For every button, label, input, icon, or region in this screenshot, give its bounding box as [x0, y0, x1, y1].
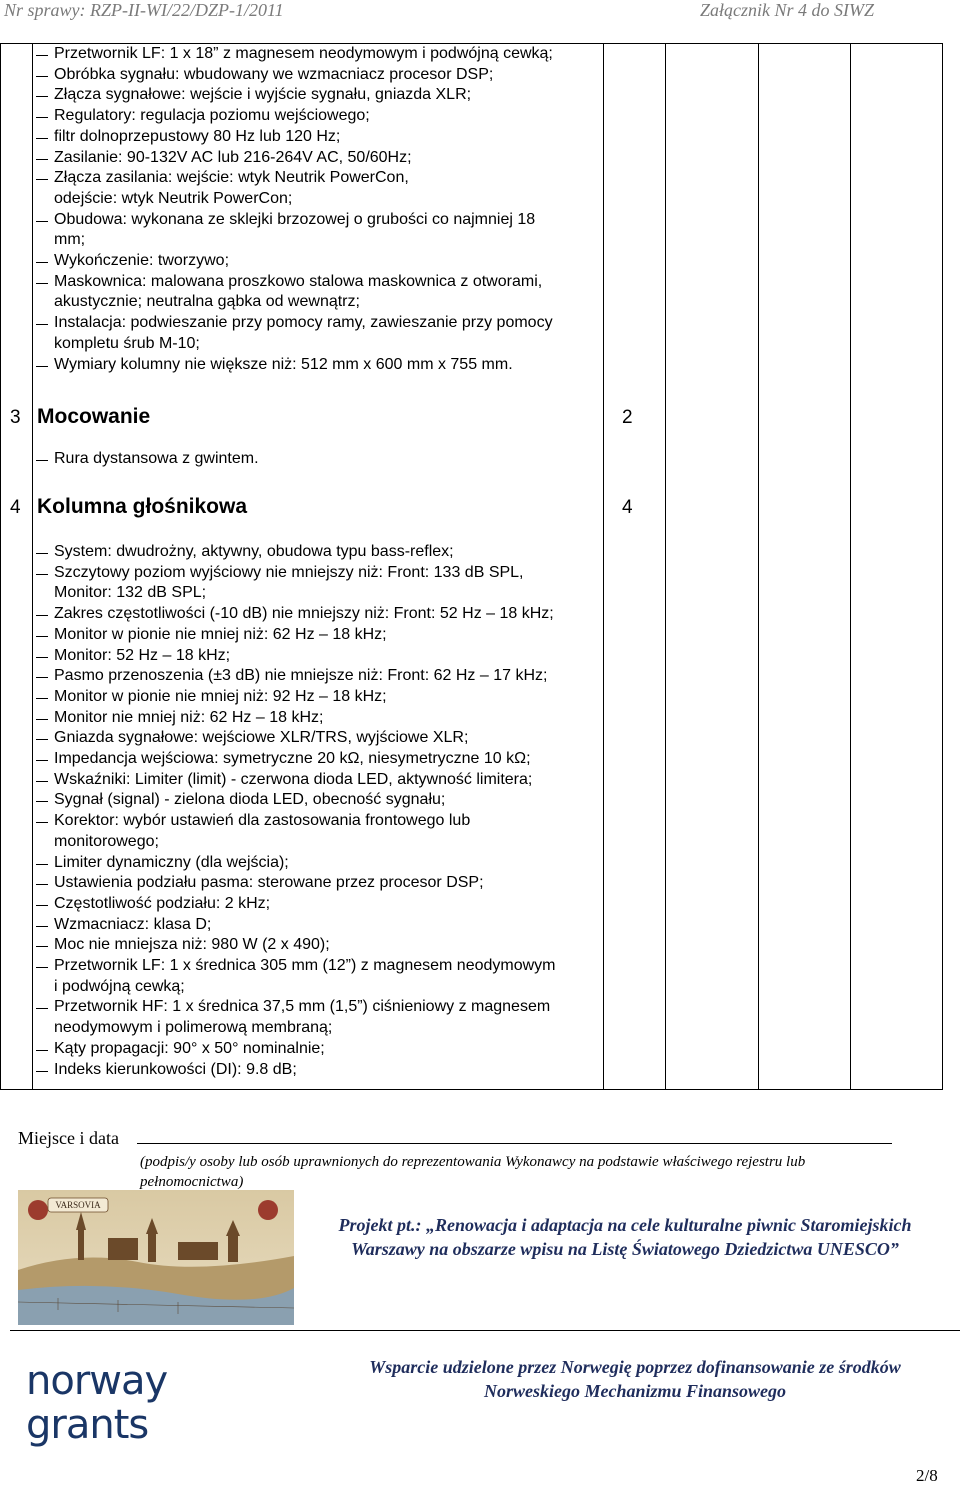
project-title	[300, 1213, 950, 1261]
funding-statement-line: Wsparcie udzielone przez Norwegię poprzez dofinansowanie ze środków	[369, 1357, 901, 1377]
bullet-dash	[36, 553, 48, 554]
header-case-number: Nr sprawy: RZP-II-WI/22/DZP-1/2011	[4, 0, 284, 20]
bullet-dash	[36, 1008, 48, 1009]
spec-line: Monitor w pionie nie mniej niż: 92 Hz – 18 kHz;	[54, 687, 387, 705]
logo-word-norway: norway	[26, 1358, 168, 1404]
bullet-dash	[36, 324, 48, 325]
bullet-dash	[36, 460, 48, 461]
place-date-label: Miejsce i data	[18, 1128, 119, 1148]
bullet-dash	[36, 179, 48, 180]
bullet-dash	[36, 96, 48, 97]
spec-line: Monitor w pionie nie mniej niż: 62 Hz – 18 kHz;	[54, 625, 387, 643]
bullet-dash	[36, 946, 48, 947]
bullet-dash	[36, 1071, 48, 1072]
bullet-dash	[36, 138, 48, 139]
footer-separator	[10, 1330, 960, 1331]
bullet-dash	[36, 221, 48, 222]
bullet-dash	[36, 677, 48, 678]
bullet-dash	[36, 967, 48, 968]
bullet-dash	[36, 117, 48, 118]
spec-line: Gniazda sygnałowe: wejściowe XLR/TRS, wyjściowe XLR;	[54, 729, 469, 747]
spec-line: Instalacja: podwieszanie przy pomocy ramy, zawieszanie przy pomocy	[54, 314, 553, 332]
logo-word-grants: grants	[26, 1402, 149, 1448]
spec-line: Przetwornik LF: 1 x średnica 305 mm (12”) z magnesem neodymowym	[54, 957, 556, 974]
bullet-dash	[36, 574, 48, 575]
spec-line: Zakres częstotliwości (-10 dB) nie mniejszy niż: Front: 52 Hz – 18 kHz;	[54, 605, 554, 623]
spec-line: neodymowym i polimerową membraną;	[54, 1019, 333, 1037]
spec-line: Wskaźniki: Limiter (limit) - czerwona dioda LED, aktywność limitera;	[54, 770, 533, 788]
spec-line: odejście: wtyk Neutrik PowerCon;	[54, 189, 293, 207]
bullet-dash	[36, 615, 48, 616]
section-title-speaker-column: Kolumna głośnikowa	[37, 495, 248, 518]
spec-line: Regulatory: regulacja poziomu wejściowego;	[54, 107, 370, 125]
spec-line: Pasmo przenoszenia (±3 dB) nie mniejsze niż: Front: 62 Hz – 17 kHz;	[54, 667, 548, 685]
spec-line: Złącza zasilania: wejście: wtyk Neutrik PowerCon,	[54, 169, 409, 187]
spec-line: Impedancja wejściowa: symetryczne 20 kΩ, niesymetryczne 10 kΩ;	[54, 750, 531, 767]
bullet-dash	[36, 636, 48, 637]
column-divider	[665, 43, 666, 1089]
bullet-dash	[36, 822, 48, 823]
spec-line: Przetwornik LF: 1 x 18” z magnesem neodymowym i podwójną cewką;	[54, 45, 553, 62]
warsaw-panorama-image	[18, 1190, 294, 1325]
spec-line: Moc nie mniejsza niż: 980 W (2 x 490);	[54, 936, 330, 954]
spec-line: Obudowa: wykonana ze sklejki brzozowej o grubości co najmniej 18	[54, 210, 536, 228]
page-number: 2/8	[916, 1466, 938, 1485]
project-title-line: Projekt pt.: „Renowacja i adaptacja na cele kulturalne piwnic Staromiejskich	[338, 1215, 912, 1235]
bullet-dash	[36, 739, 48, 740]
spec-line: Szczytowy poziom wyjściowy nie mniejszy niż: Front: 133 dB SPL,	[54, 563, 524, 581]
spec-line: System: dwudrożny, aktywny, obudowa typu bass-reflex;	[54, 543, 454, 560]
norway-grants-logo	[24, 1352, 224, 1452]
spec-line: Wymiary kolumny nie większe niż: 512 mm x 600 mm x 755 mm.	[54, 355, 513, 373]
map-caption: VARSOVIA	[55, 1200, 101, 1210]
bullet-dash	[36, 76, 48, 77]
spec-line: Zasilanie: 90-132V AC lub 216-264V AC, 50/60Hz;	[54, 148, 412, 166]
bullet-dash	[36, 283, 48, 284]
bullet-dash	[36, 905, 48, 906]
spec-line: Limiter dynamiczny (dla wejścia);	[54, 853, 289, 871]
bullet-dash	[36, 719, 48, 720]
spec-line: Częstotliwość podziału: 2 kHz;	[54, 894, 271, 912]
signature-line	[137, 1143, 892, 1144]
row-number: 4	[10, 497, 21, 518]
spec-line: Maskownica: malowana proszkowo stalowa maskownica z otworami,	[54, 272, 543, 290]
bullet-dash	[36, 262, 48, 263]
spec-line: Wzmacniacz: klasa D;	[54, 915, 212, 933]
spec-line: filtr dolnoprzepustowy 80 Hz lub 120 Hz;	[54, 127, 341, 145]
bullet-dash	[36, 1050, 48, 1051]
signature-note: (podpis/y osoby lub osób uprawnionych do reprezentowania Wykonawcy na podstawie właściwego rejestru lub pełnomocnictwa)	[140, 1154, 806, 1190]
header-attachment-label: Załącznik Nr 4 do SIWZ	[700, 0, 875, 20]
spec-line: Ustawienia podziału pasma: sterowane przez procesor DSP;	[54, 874, 484, 892]
bullet-dash	[36, 926, 48, 927]
funding-statement	[320, 1355, 950, 1403]
spec-line: i podwójną cewką;	[54, 977, 185, 995]
spec-line: Monitor nie mniej niż: 62 Hz – 18 kHz;	[54, 708, 324, 726]
column-divider	[32, 43, 33, 1089]
spec-line: Indeks kierunkowości (DI): 9.8 dB;	[54, 1060, 297, 1078]
column-divider	[758, 43, 759, 1089]
table-bottom-border	[0, 1089, 943, 1090]
spec-line: Rura dystansowa z gwintem.	[54, 450, 259, 467]
funding-statement-line: Norweskiego Mechanizmu Finansowego	[483, 1381, 787, 1401]
spec-line: Kąty propagacji: 90° x 50° nominalnie;	[54, 1039, 325, 1057]
spec-line: monitorowego;	[54, 832, 159, 850]
bullet-dash	[36, 698, 48, 699]
spec-line: Sygnał (signal) - zielona dioda LED, obecność sygnału;	[54, 791, 446, 809]
spec-line: akustycznie; neutralna gąbka od wewnątrz;	[54, 293, 360, 311]
table-left-border	[0, 43, 1, 1089]
section-title-mounting: Mocowanie	[37, 405, 151, 428]
spec-line: Korektor: wybór ustawień dla zastosowania frontowego lub	[54, 812, 471, 830]
bullet-dash	[36, 657, 48, 658]
bullet-dash	[36, 801, 48, 802]
row-quantity: 4	[622, 497, 633, 518]
bullet-dash	[36, 884, 48, 885]
row-quantity: 2	[622, 407, 633, 428]
column-divider	[850, 43, 851, 1089]
spec-line: Monitor: 52 Hz – 18 kHz;	[54, 646, 231, 664]
bullet-dash	[36, 159, 48, 160]
project-title-line: Warszawy na obszarze wpisu na Listę Światowego Dziedzictwa UNESCO”	[351, 1239, 899, 1259]
bullet-dash	[36, 366, 48, 367]
bullet-dash	[36, 781, 48, 782]
spec-line: kompletu śrub M-10;	[54, 334, 200, 352]
spec-line: Obróbka sygnału: wbudowany we wzmacniacz procesor DSP;	[54, 65, 494, 83]
table-right-border	[942, 43, 943, 1089]
bullet-dash	[36, 864, 48, 865]
bullet-dash	[36, 55, 48, 56]
spec-line: Wykończenie: tworzywo;	[54, 252, 230, 269]
bullet-dash	[36, 760, 48, 761]
row-number: 3	[10, 407, 21, 428]
spec-line: Złącza sygnałowe: wejście i wyjście sygnału, gniazda XLR;	[54, 86, 472, 104]
spec-line: mm;	[54, 231, 86, 249]
spec-line: Monitor: 132 dB SPL;	[54, 584, 207, 602]
spec-line: Przetwornik HF: 1 x średnica 37,5 mm (1,5”) ciśnieniowy z magnesem	[54, 998, 551, 1016]
